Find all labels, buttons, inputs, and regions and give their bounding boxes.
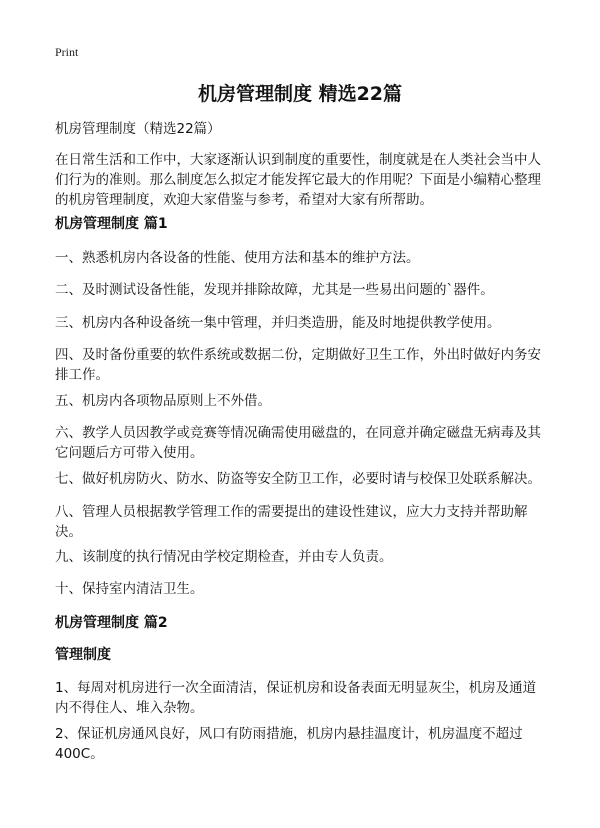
list-item: 九、该制度的执行情况由学校定期检查，并由专人负责。 [55, 549, 393, 565]
list-item: 1、每周对机房进行一次全面清洁，保证机房和设备表面无明显灰尘，机房及通道 内不得住人、堆入杂物。 [55, 680, 537, 716]
list-item: 六、教学人员因教学或竞赛等情况确需使用磁盘的，在同意并确定磁盘无病毒及其 它问题后方可带入使用。 [55, 425, 541, 461]
print-link[interactable]: Print [55, 45, 79, 59]
list-item: 四、及时备份重要的软件系统或数据二份，定期做好卫生工作，外出时做好内务安 排工作。 [55, 347, 541, 383]
document-title: 机房管理制度 精选22篇 [197, 83, 403, 105]
list-item: 七、做好机房防火、防水、防盗等安全防卫工作，必要时请与校保卫处联系解决。 [55, 471, 541, 487]
list-item: 三、机房内各种设备统一集中管理，并归类造册，能及时地提供教学使用。 [55, 315, 501, 331]
list-item: 二、及时测试设备性能，发现并排除故障，尤其是一些易出问题的`器件。 [55, 282, 494, 298]
list-item: 五、机房内各项物品原则上不外借。 [55, 393, 271, 409]
list-item: 十、保持室内清洁卫生。 [55, 581, 204, 597]
section-heading-1: 机房管理制度 篇1 [55, 216, 168, 232]
list-item: 一、熟悉机房内各设备的性能、使用方法和基本的维护方法。 [55, 250, 420, 266]
list-item: 2、保证机房通风良好，风口有防雨措施，机房内悬挂温度计，机房温度不超过 400C。 [55, 726, 523, 762]
document-subtitle: 机房管理制度（精选22篇） [55, 121, 221, 137]
list-item: 八、管理人员根据教学管理工作的需要提出的建设性建议，应大力支持并帮助解决。 [55, 504, 528, 540]
intro-paragraph: 在日常生活和工作中，大家逐渐认识到制度的重要性，制度就是在人类社会当中人 们行为的准则。那么制度怎么拟定才能发挥它最大的作用呢？下面是小编精心整理 的机房管理制度，欢迎大家借鉴与参考，希望对大家有所帮助。 [55, 152, 541, 208]
section-subheading: 管理制度 [55, 647, 111, 663]
section-heading-2: 机房管理制度 篇2 [55, 615, 168, 631]
